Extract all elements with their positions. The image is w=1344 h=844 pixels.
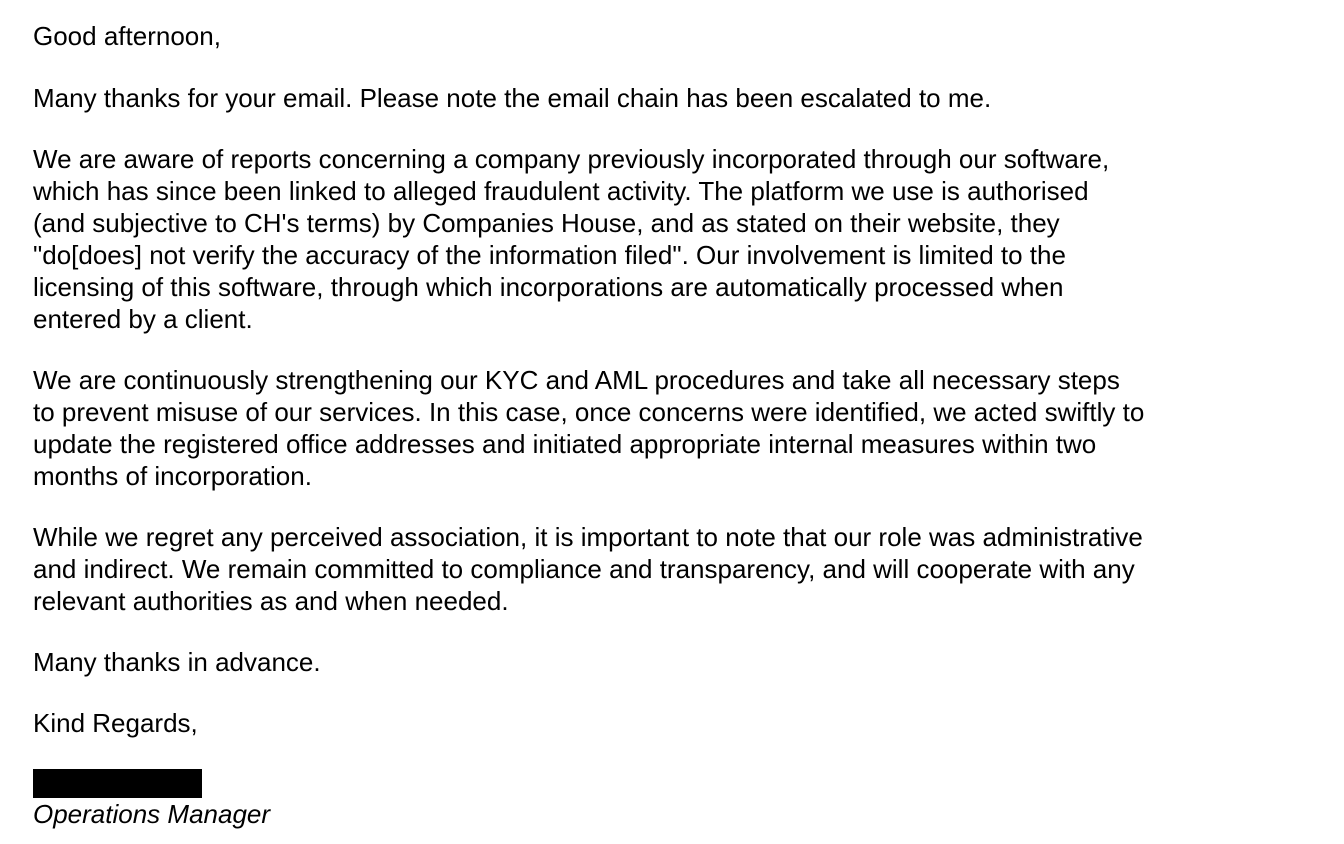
greeting: Good afternoon, — [33, 21, 221, 51]
redacted-signature-name — [33, 769, 202, 798]
paragraph-kyc-aml: We are continuously strengthening our KYC and AML procedures and take all necessary steps to prevent misuse of our services. In this case, once concerns were identified, we acted swiftly to update the registered office addresses and initiated appropriate internal measures within two months of incorporation. — [33, 365, 1145, 491]
paragraph-role: While we regret any perceived association, it is important to note that our role was administrative and indirect. We remain committed to compliance and transparency, and will cooperate with any relevant authorities as and when needed. — [33, 522, 1143, 616]
signature-title: Operations Manager — [33, 799, 271, 829]
email-body — [33, 20, 1323, 830]
paragraph-escalation: Many thanks for your email. Please note the email chain has been escalated to me. — [33, 83, 992, 113]
paragraph-reports: We are aware of reports concerning a company previously incorporated through our software, which has since been linked to alleged fraudulent activity. The platform we use is authorised (and subjective to CH's terms) by Companies House, and as stated on their website, they "do[does] not verify the accuracy of the information filed". Our involvement is limited to the licensing of this software, through which incorporations are automatically processed when entered by a client. — [33, 144, 1110, 334]
paragraph-thanks: Many thanks in advance. — [33, 647, 321, 677]
signoff: Kind Regards, — [33, 708, 198, 738]
